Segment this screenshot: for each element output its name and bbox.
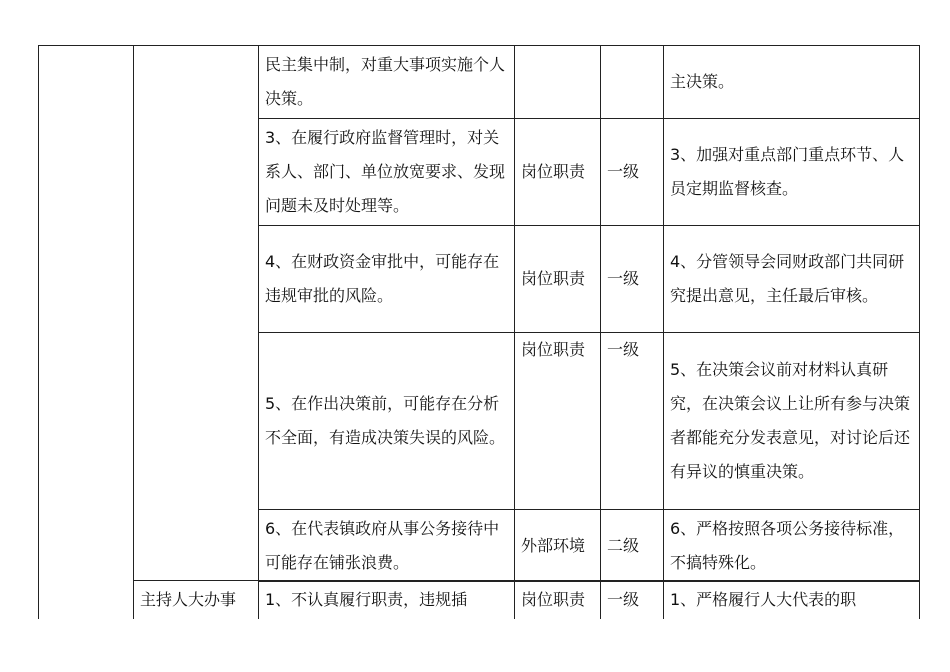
risk-cell: 6、在代表镇政府从事公务接待中可能存在铺张浪费。: [259, 510, 515, 582]
risk-cell: 1、不认真履行职责，违规插: [259, 581, 515, 620]
level-cell: 一级: [601, 119, 664, 226]
duty-cell: [134, 46, 259, 582]
category-cell: 岗位职责: [515, 119, 601, 226]
risk-table-continued: [38, 580, 920, 619]
measure-cell: 6、严格按照各项公务接待标准，不搞特殊化。: [664, 510, 920, 582]
risk-table: [38, 45, 920, 582]
risk-cell: 民主集中制，对重大事项实施个人决策。: [259, 46, 515, 119]
category-cell: 岗位职责: [515, 226, 601, 333]
measure-cell: 4、分管领导会同财政部门共同研究提出意见，主任最后审核。: [664, 226, 920, 333]
risk-cell: 3、在履行政府监督管理时，对关系人、部门、单位放宽要求、发现问题未及时处理等。: [259, 119, 515, 226]
level-cell: 一级: [601, 226, 664, 333]
level-cell: 二级: [601, 510, 664, 582]
level-cell: [601, 46, 664, 119]
category-cell: 外部环境: [515, 510, 601, 582]
category-cell: 岗位职责: [515, 581, 601, 620]
department-cell: [39, 46, 134, 582]
risk-cell: 4、在财政资金审批中，可能存在违规审批的风险。: [259, 226, 515, 333]
measure-cell: 主决策。: [664, 46, 920, 119]
level-cell: 一级: [601, 581, 664, 620]
measure-cell: 5、在决策会议前对材料认真研究，在决策会议上让所有参与决策者都能充分发表意见，对讨论后还有异议的慎重决策。: [664, 333, 920, 510]
risk-cell: 5、在作出决策前，可能存在分析不全面，有造成决策失误的风险。: [259, 333, 515, 510]
measure-cell: 3、加强对重点部门重点环节、人员定期监督核查。: [664, 119, 920, 226]
duty-cell: 主持人大办事: [134, 581, 259, 620]
category-cell: [515, 46, 601, 119]
table-row: [39, 46, 920, 119]
department-cell: [39, 581, 134, 620]
category-cell: 岗位职责: [515, 333, 601, 510]
table-row: [39, 581, 920, 620]
level-cell: 一级: [601, 333, 664, 510]
measure-cell: 1、严格履行人大代表的职: [664, 581, 920, 620]
